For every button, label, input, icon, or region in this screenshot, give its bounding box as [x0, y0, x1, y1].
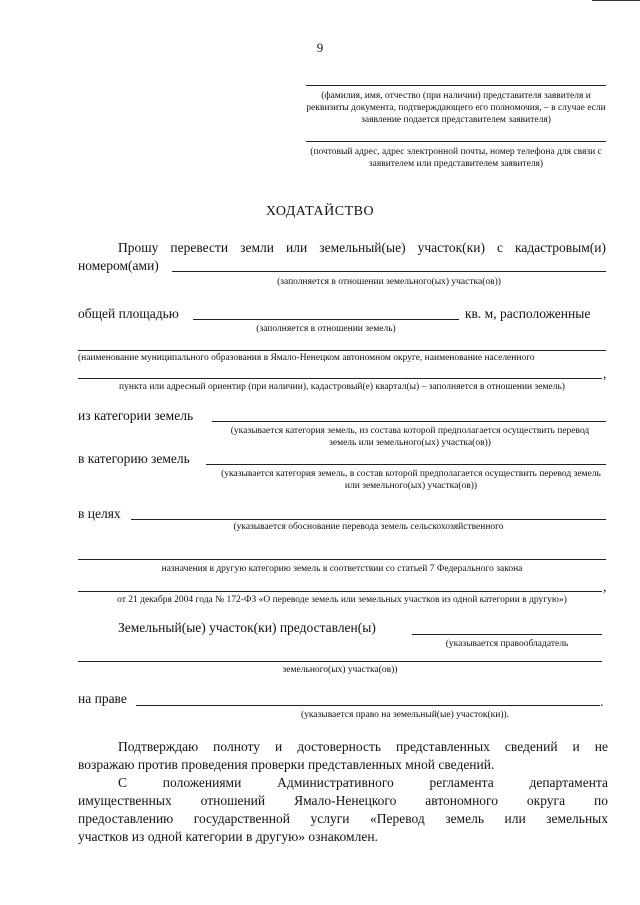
request-line-2: номером(ами): [78, 258, 159, 273]
location-comma: ,: [603, 366, 607, 381]
ack-line-1: С положениями Административного регламента департамента: [118, 775, 608, 790]
provided-label: Земельный(ые) участок(ки) предоставлен(ы): [118, 620, 376, 635]
purpose-hint-2: назначения в другую категорию земель в соответствии со статьей 7 Федерального закона: [161, 564, 523, 574]
provided-hint-1: (указывается правообладатель: [445, 639, 569, 649]
from-category-hint: (указывается категория земель, из состава которой предполагается осуществить перевод земель или земельного(ых) участка(ов)): [230, 426, 590, 448]
purpose-line-3[interactable]: [78, 591, 602, 592]
to-category-hint: (указывается категория земель, в состав которой предполагается осуществить перевод земель или земельного(ых) участка(ов)): [221, 469, 601, 491]
purpose-hint-3: от 21 декабря 2004 года № 172-ФЗ «О переводе земель или земельных участков из одной категории в другую»): [117, 595, 567, 605]
provided-hint-2: земельного(ых) участка(ов)): [282, 665, 398, 675]
contact-hint: (почтовый адрес, адрес электронной почты, номер телефона для связи с заявителем или представителем заявителя): [310, 147, 602, 169]
location-hint-1: (наименование муниципального образования в Ямало-Ненецком автономном округе, наименование населенного: [78, 353, 535, 363]
area-line[interactable]: [193, 319, 459, 320]
purpose-line-2[interactable]: [78, 559, 606, 560]
to-category-label: в категорию земель: [78, 451, 190, 466]
request-line-1: Прошу перевести земли или земельный(ые) участок(ки) с кадастровым(и): [118, 240, 606, 255]
from-category-line[interactable]: [212, 421, 606, 422]
area-hint: (заполняется в отношении земель): [256, 324, 396, 334]
area-suffix: кв. м, расположенные: [465, 306, 591, 321]
area-label: общей площадью: [78, 306, 179, 321]
location-hint-2: пункта или адресный ориентир (при наличии), кадастровый(е) квартал(ы) – заполняется в отношении земель): [119, 382, 565, 392]
to-category-line[interactable]: [206, 464, 606, 465]
page-number: 9: [316, 40, 324, 55]
purpose-comma: ,: [603, 579, 607, 594]
purpose-hint-1: (указывается обоснование перевода земель сельскохозяйственного: [233, 522, 504, 532]
right-line[interactable]: [136, 705, 600, 706]
right-label: на праве: [78, 691, 127, 706]
right-hint: (указывается право на земельный(ые) участок(ки)).: [300, 710, 510, 720]
contact-line[interactable]: [306, 141, 606, 142]
confirm-line-2: возражаю против проведения проверки представленных мной сведений.: [78, 757, 495, 772]
corner-rule: [592, 0, 640, 1]
rep-line[interactable]: [306, 85, 606, 86]
cadastral-hint: (заполняется в отношении земельного(ых) участка(ов)): [277, 277, 501, 287]
ack-line-4: участков из одной категории в другую» ознакомлен.: [78, 829, 378, 844]
purpose-label: в целях: [78, 506, 121, 521]
confirm-line-1: Подтверждаю полноту и достоверность представленных сведений и не: [118, 739, 608, 754]
provided-line-1[interactable]: [412, 634, 602, 635]
location-line-1[interactable]: [78, 350, 606, 351]
ack-line-3: предоставлению государственной услуги «Перевод земель или земельных: [78, 811, 608, 826]
right-dot: .: [600, 694, 604, 709]
page-title: ХОДАТАЙСТВО: [265, 204, 375, 219]
ack-line-2: имущественных отношений Ямало-Ненецкого автономного округа по: [78, 793, 608, 808]
from-category-label: из категории земель: [78, 408, 194, 423]
rep-hint: (фамилия, имя, отчество (при наличии) представителя заявителя и реквизиты документа, подтверждающего его полномочия, – в случае если заявление подается представителем заявителя): [306, 91, 606, 125]
location-line-2[interactable]: [78, 378, 602, 379]
cadastral-line[interactable]: [172, 271, 606, 272]
provided-line-2[interactable]: [78, 661, 602, 662]
purpose-line-1[interactable]: [131, 519, 606, 520]
